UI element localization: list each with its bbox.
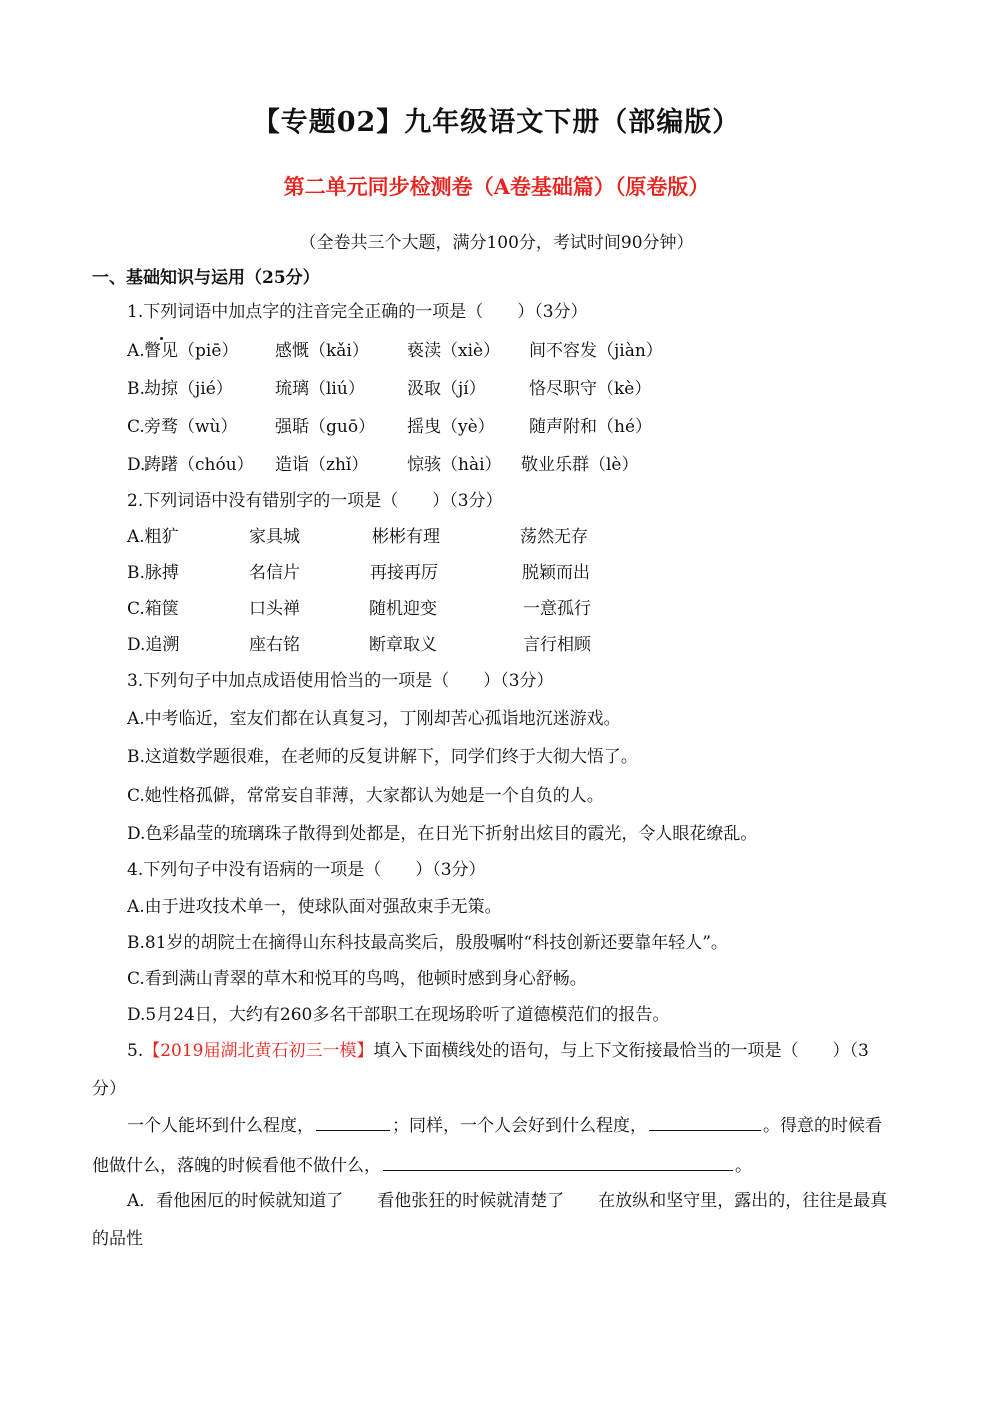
question-2-stem: 2.下列词语中没有错别字的一项是（ ）（3分） xyxy=(127,491,503,511)
answer-blank-1[interactable] xyxy=(316,1114,390,1131)
question-2-option-b: B.脉搏 名信片 再接再厉 脱颖而出 xyxy=(127,563,590,583)
word: 强聒（guō） xyxy=(275,417,376,437)
word: 瞥见（piē） xyxy=(144,341,239,361)
question-3-option-c: C.她性格孤僻，常常妄自菲薄，大家都认为她是一个自负的人。 xyxy=(127,786,604,806)
word: 恪尽职守（kè） xyxy=(529,379,652,399)
question-5-passage-line-2: 他做什么，落魄的时候看他不做什么， 。 xyxy=(92,1156,752,1176)
question-3-option-b: B.这道数学题很难，在老师的反复讲解下，同学们终于大彻大悟了。 xyxy=(127,747,638,767)
option-label: C. xyxy=(127,417,145,437)
word: 旁骛（wù） xyxy=(144,417,238,437)
question-3-option-a: A.中考临近，室友们都在认真复习，丁刚却苦心孤诣地沉迷游戏。 xyxy=(127,709,621,729)
question-5-stem-continued: 分） xyxy=(92,1079,126,1099)
option-label: D. xyxy=(127,455,146,475)
question-2-option-c: C.箱箧 口头禅 随机迎变 一意孤行 xyxy=(127,599,591,619)
question-4-option-b: B.81岁的胡院士在摘得山东科技最高奖后，殷殷嘱咐“科技创新还要靠年轻人”。 xyxy=(127,933,728,953)
word: 汲取（jí） xyxy=(407,379,486,399)
word: 摇曳（yè） xyxy=(407,417,495,437)
option-label: A. xyxy=(127,341,145,361)
question-4-option-a: A.由于进攻技术单一，使球队面对强敌束手无策。 xyxy=(127,897,502,917)
page-subtitle: 第二单元同步检测卷（A卷基础篇）（原卷版） xyxy=(283,174,710,199)
question-4-option-d: D.5月24日，大约有260多名干部职工在现场聆听了道德模范们的报告。 xyxy=(127,1005,670,1025)
section-title: 一、基础知识与运用（25分） xyxy=(92,268,320,288)
exam-note: （全卷共三个大题，满分100分，考试时间90分钟） xyxy=(299,233,694,253)
question-1-option-c xyxy=(127,416,827,438)
word: 踌躇（chóu） xyxy=(144,455,254,475)
word: 感慨（kǎi） xyxy=(275,341,369,361)
question-1-stem: 1.下列词语中加点字的注音完全正确的一项是（ ）（3分） xyxy=(127,302,588,322)
question-1-option-d xyxy=(127,454,827,476)
question-3-stem: 3.下列句子中加点成语使用恰当的一项是（ ）（3分） xyxy=(127,671,554,691)
question-2-option-a: A.粗犷 家具城 彬彬有理 荡然无存 xyxy=(127,527,588,547)
question-4-option-c: C.看到满山青翠的草木和悦耳的鸟鸣，他顿时感到身心舒畅。 xyxy=(127,969,587,989)
question-5-option-a: A．看他困厄的时候就知道了 看他张狂的时候就清楚了 在放纵和坚守里，露出的，往往是最真 xyxy=(127,1191,888,1211)
word: 劫掠（jié） xyxy=(144,379,233,399)
word: 敬业乐群（lè） xyxy=(521,455,639,475)
word: 惊骇（hài） xyxy=(407,455,502,475)
word: 琉璃（liú） xyxy=(275,379,365,399)
word: 亵渎（xiè） xyxy=(407,341,501,361)
question-5-stem: 5.【2019届湖北黄石初三一模】填入下面横线处的语句，与上下文衔接最恰当的一项是（ ）（3 xyxy=(127,1041,869,1061)
question-1-option-a xyxy=(127,340,827,362)
question-1-option-b xyxy=(127,378,827,400)
question-5-passage-line-1: 一个人能坏到什么程度， ；同样，一个人会好到什么程度， 。得意的时候看 xyxy=(127,1116,882,1136)
option-label: B. xyxy=(127,379,145,399)
page-title: 【专题02】九年级语文下册（部编版） xyxy=(252,107,741,138)
word: 随声附和（hé） xyxy=(529,417,653,437)
question-source: 【2019届湖北黄石初三一模】 xyxy=(143,1041,374,1061)
answer-blank-2[interactable] xyxy=(649,1114,761,1131)
answer-blank-3[interactable] xyxy=(383,1154,733,1171)
word: 造诣（zhǐ） xyxy=(275,455,369,475)
question-3-option-d: D.色彩晶莹的琉璃珠子散得到处都是，在日光下折射出炫目的霞光，令人眼花缭乱。 xyxy=(127,824,758,844)
question-2-option-d: D.追溯 座右铭 断章取义 言行相顾 xyxy=(127,635,591,655)
word: 间不容发（jiàn） xyxy=(529,341,663,361)
question-4-stem: 4.下列句子中没有语病的一项是（ ）（3分） xyxy=(127,860,486,880)
question-5-option-a-continued: 的品性 xyxy=(92,1229,143,1249)
